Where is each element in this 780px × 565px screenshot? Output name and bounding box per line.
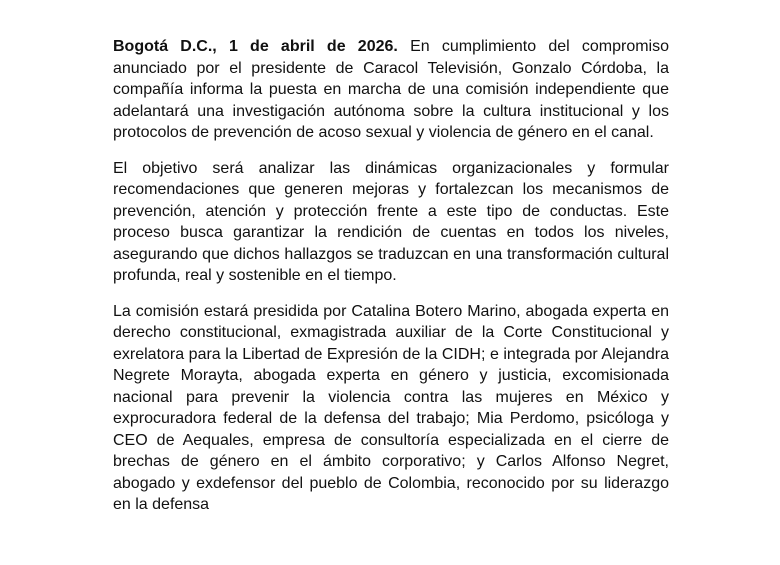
dateline: Bogotá D.C., 1 de abril de 2026. [113,38,398,55]
press-release-document [113,36,669,530]
paragraph-2: El objetivo será analizar las dinámicas organizacionales y formular recomendaciones que generen mejoras y fortalezcan los mecanismos de prevención, atención y protección frente a este tipo de conductas. Este proceso busca garantizar la rendición de cuentas en todos los niveles, asegurando que dichos hallazgos se traduzcan en una transformación cultural profunda, real y sostenible en el tiempo. [113,159,669,284]
paragraph-1-text: En cumplimiento del compromiso anunciado por el presidente de Caracol Televisión, Gonzalo Córdoba, la compañía informa la puesta en marcha de una comisión independiente que adelantará una investigación autónoma sobre la cultura institucional y los protocolos de prevención de acoso sexual y violencia de género en el canal. [113,38,670,141]
paragraph-3: La comisión estará presidida por Catalina Botero Marino, abogada experta en derecho constitucional, exmagistrada auxiliar de la Corte Constitucional y exrelatora para la Libertad de Expresión de la CIDH; e integrada por Alejandra Negrete Morayta, abogada experta en género y justicia, excomisionada nacional para prevenir la violencia contra las mujeres en México y exprocuradora federal de la defensa del trabajo; Mia Perdomo, psicóloga y CEO de Aequales, empresa de consultoría especializada en el cierre de brechas de género en el ámbito corporativo; y Carlos Alfonso Negret, abogado y exdefensor del pueblo de Colombia, reconocido por su liderazgo en la defensa [113,302,669,513]
paragraph-1 [113,36,669,144]
